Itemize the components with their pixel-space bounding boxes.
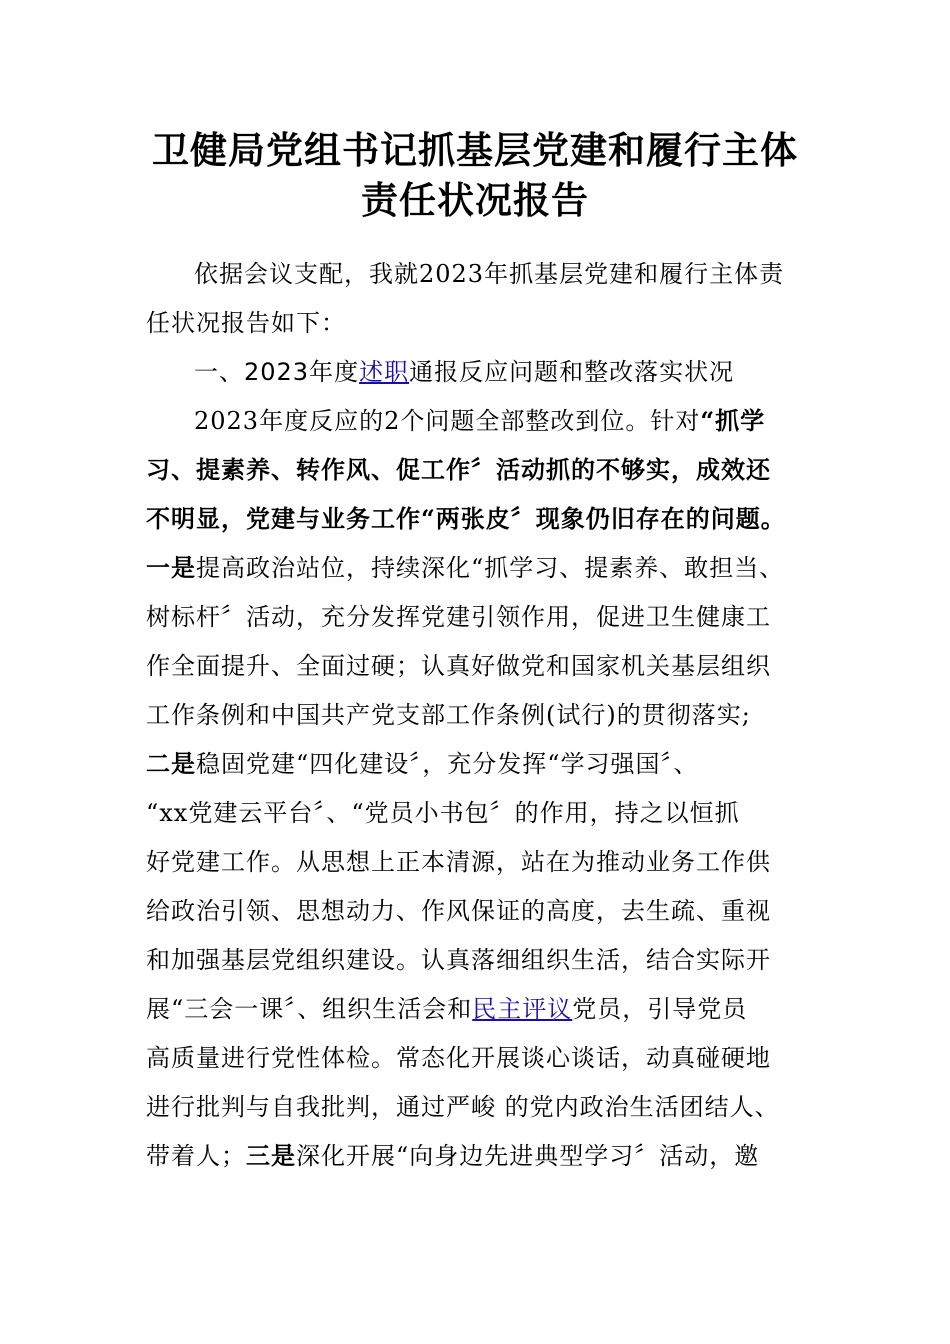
body-line-14: 高质量进行党性体检。常态化开展谈心谈话，动真碰硬地 [146, 1044, 771, 1072]
document-title-line-1: 卫健局党组书记抓基层党建和履行主体 [152, 129, 798, 172]
body-line-16 [146, 1138, 806, 1174]
body-line-4-text: 提高政治站位，持续深化“抓学习、提素养、敢担当、 [196, 554, 785, 582]
section-1-heading-prefix: 一、2023年度 [194, 358, 360, 386]
intro-paragraph-line-1: 依据会议支配，我就2023年抓基层党建和履行主体责 [194, 260, 785, 288]
body-line-8-text: 稳固党建“四化建设〞，充分发挥“学习强国〞、 [196, 750, 699, 778]
section-1-heading [194, 354, 854, 390]
body-line-16-post: 深化开展“向身边先进典型学习〞活动，邀 [296, 1142, 760, 1170]
body-line-1 [194, 403, 854, 439]
body-line-4-bold: 一是 [146, 553, 196, 582]
body-line-12: 和加强基层党组织建设。认真落细组织生活，结合实际开 [146, 946, 771, 974]
body-line-1-text: 2023年度反应的2个问题全部整改到位。针对 [194, 407, 701, 435]
body-line-8-bold: 二是 [146, 749, 196, 778]
body-line-4 [146, 550, 806, 586]
body-line-8 [146, 746, 806, 782]
document-title-line-2: 责任状况报告 [361, 179, 589, 222]
body-line-15: 进行批判与自我批判，通过严峻 的党内政治生活团结人、 [146, 1093, 780, 1121]
body-line-2: 习、提素养、转作风、促工作〞活动抓的不够实，成效还 [146, 455, 771, 484]
minzhu-pingyi-link[interactable]: 民主评议 [472, 995, 573, 1023]
body-line-16-bold: 三是 [246, 1141, 296, 1170]
body-line-13-post: 党员，引导党员 [572, 995, 748, 1023]
body-line-16-pre: 带着人； [146, 1142, 246, 1170]
body-line-9: “xx党建云平台〞、“党员小书包〞的作用，持之以恒抓 [146, 799, 740, 827]
intro-paragraph-line-2: 任状况报告如下： [146, 309, 346, 337]
shuzhi-link[interactable]: 述职 [359, 358, 410, 386]
body-line-10: 好党建工作。从思想上正本清源，站在为推动业务工作供 [146, 848, 771, 876]
body-line-7: 工作条例和中国共产党支部工作条例(试行)的贯彻落实; [146, 701, 751, 729]
body-line-13-pre: 展“三会一课〞、组织生活会和 [146, 995, 473, 1023]
section-1-heading-suffix: 通报反应问题和整改落实状况 [409, 358, 735, 386]
body-line-5: 树标杆〞活动，充分发挥党建引领作用，促进卫生健康工 [146, 603, 771, 631]
body-line-11: 给政治引领、思想动力、作风保证的高度，去生疏、重视 [146, 897, 771, 925]
body-line-13 [146, 991, 806, 1027]
body-line-3: 不明显，党建与业务工作“两张皮〞现象仍旧存在的问题。 [146, 504, 786, 533]
body-line-6: 作全面提升、全面过硬；认真好做党和国家机关基层组织 [146, 652, 771, 680]
body-line-1-bold: “抓学 [700, 406, 766, 435]
